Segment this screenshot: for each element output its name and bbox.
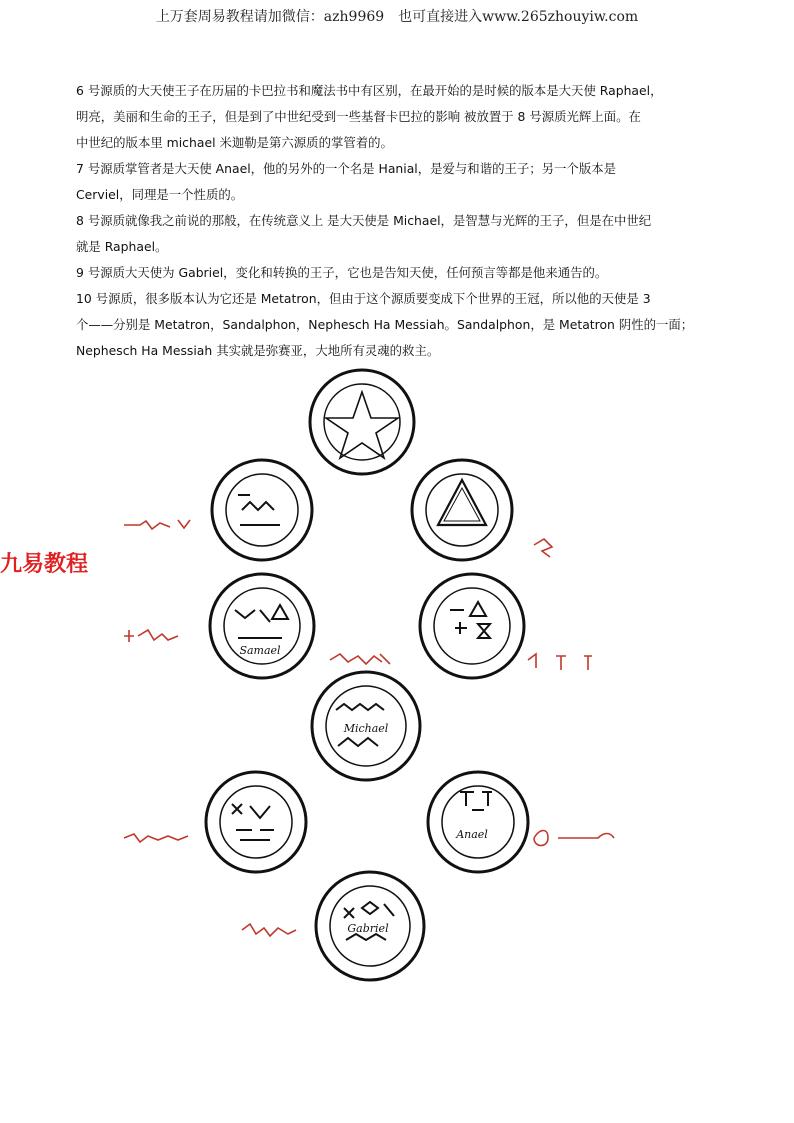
seal-samael bbox=[210, 574, 314, 678]
seal-triangle bbox=[412, 460, 512, 560]
paragraph-line: 10 号源质，很多版本认为它还是 Metatron，但由于这个源质要变成下个世界的王冠，所以他的天使是 3 bbox=[76, 291, 651, 306]
red-glyph-mark bbox=[534, 539, 552, 557]
paragraph-line: Nephesch Ha Messiah 其实就是弥赛亚，大地所有灵魂的救主。 bbox=[76, 343, 440, 358]
watermark-logo: 九易教程 bbox=[0, 552, 89, 577]
paragraph-line: 个——分别是 Metatron，Sandalphon，Nephesch Ha Messiah。Sandalphon，是 Metatron 阴性的一面； bbox=[76, 317, 694, 332]
seal-upper-left bbox=[212, 460, 312, 560]
paragraph-line: Cerviel，同理是一个性质的。 bbox=[76, 187, 244, 202]
paragraph-line: 中世纪的版本里 michael 米迦勒是第六源质的掌管着的。 bbox=[76, 135, 393, 150]
red-glyph-mark bbox=[534, 831, 614, 846]
pentagram-icon bbox=[326, 392, 398, 458]
paragraph-line: 9 号源质大天使为 Gabriel，变化和转换的王子，它也是告知天使，任何预言等都是他来通告的。 bbox=[76, 265, 608, 280]
seals-illustration bbox=[110, 360, 630, 990]
seal-anael bbox=[428, 772, 528, 872]
seal-label: Michael bbox=[343, 722, 389, 735]
red-glyph-mark bbox=[124, 630, 178, 642]
seal-gabriel bbox=[316, 872, 424, 980]
paragraph-line: 8 号源质就像我之前说的那般，在传统意义上 是大天使是 Michael，是智慧与光辉的王子，但是在中世纪 bbox=[76, 213, 652, 228]
body-text bbox=[76, 78, 736, 364]
paragraph-line: 7 号源质掌管者是大天使 Anael，他的另外的一个名是 Hanial，是爱与和谐的王子；另一个版本是 bbox=[76, 161, 616, 176]
seal-pentagram bbox=[310, 370, 414, 474]
seal-middle-right bbox=[420, 574, 524, 678]
paragraph-line: 6 号源质的大天使王子在历届的卡巴拉书和魔法书中有区别，在最开始的是时候的版本是大天使 Raphael， bbox=[76, 83, 663, 98]
seal-label: Gabriel bbox=[347, 922, 389, 935]
seal-label: Anael bbox=[456, 828, 488, 841]
red-glyph-mark bbox=[124, 520, 190, 529]
red-glyph-mark bbox=[330, 654, 390, 664]
seal-michael bbox=[312, 672, 420, 780]
paragraph-line: 明亮，美丽和生命的王子，但是到了中世纪受到一些基督卡巴拉的影响 被放置于 8 号源质光辉上面。在 bbox=[76, 109, 641, 124]
seal-label: Samael bbox=[239, 644, 281, 657]
page-header: 上万套周易教程请加微信：azh9969 也可直接进入www.265zhouyiw.com bbox=[155, 9, 639, 25]
red-glyph-mark bbox=[528, 654, 592, 670]
red-glyph-mark bbox=[124, 834, 188, 842]
red-glyph-mark bbox=[242, 924, 296, 936]
paragraph-line: 就是 Raphael。 bbox=[76, 239, 168, 254]
seal-lower-left bbox=[206, 772, 306, 872]
